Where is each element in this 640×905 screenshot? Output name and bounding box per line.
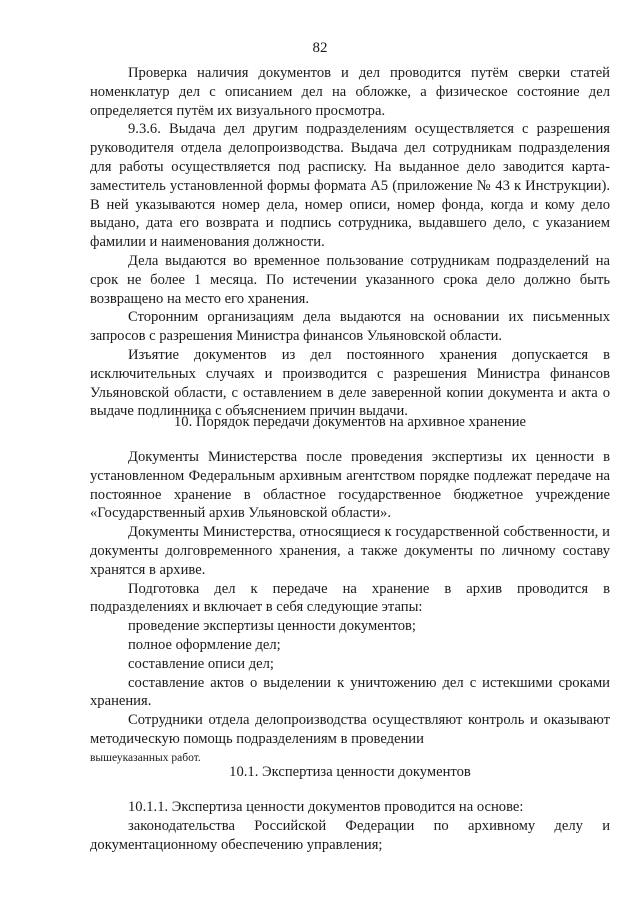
list-item: составление описи дел; xyxy=(128,655,274,672)
paragraph: 9.3.6. Выдача дел другим подразделениям осуществляется с разрешения руководителя отдела делопроизводства. Выдача дел сотрудникам подразделения для работы осуществляется под расписку. На выданное дело заводится карта-заместитель установленной формы формата А5 (приложение № 43 к Инструкции). В ней указываются номер дела, номер описи, номер фонда, когда и кому дело выдано, дата его возврата и подпись сотрудника, выдавшего дело, с указанием фамилии и наименования должности. xyxy=(90,121,610,251)
paragraph-tail: вышеуказанных работ. xyxy=(90,751,201,764)
paragraph: Дела выдаются во временное пользование сотрудникам подразделений на срок не более 1 месяца. По истечении указанного срока дело должно быть возвращено на место его хранения. xyxy=(90,252,610,307)
paragraph: Подготовка дел к передаче на хранение в архив проводится в подразделениях и включает в себя следующие этапы: xyxy=(90,580,610,616)
list-item: составление актов о выделении к уничтожению дел с истекшими сроками хранения. xyxy=(90,674,610,710)
section-10-1-text xyxy=(90,798,610,854)
list-item: проведение экспертизы ценности документов; xyxy=(128,618,416,635)
paragraph: 10.1.1. Экспертиза ценности документов проводится на основе: xyxy=(128,799,524,815)
paragraph: Сотрудники отдела делопроизводства осуществляют контроль и оказывают методическую помощь подразделениям в проведении xyxy=(90,712,610,747)
paragraph: Сторонним организациям дела выдаются на основании их письменных запросов с разрешения Министра финансов Ульяновской области. xyxy=(90,309,610,345)
section-10-text xyxy=(90,448,610,768)
paragraph: Документы Министерства, относящиеся к государственной собственности, и документы долговременного хранения, а также документы по личному составу хранятся в архиве. xyxy=(90,524,610,578)
page-number: 82 xyxy=(312,40,328,56)
list-item: полное оформление дел; xyxy=(128,636,281,653)
section-heading-10: 10. Порядок передачи документов на архивное хранение xyxy=(173,414,526,430)
section-9-3-5-6-text xyxy=(90,64,610,421)
paragraph: Изъятие документов из дел постоянного хранения допускается в исключительных случаях и производится с разрешения Министра финансов Ульяновской области, с оставлением в деле заверенной копии документа и акта о выдаче подлинника с объяснением причин выдачи. xyxy=(90,346,610,420)
paragraph: Документы Министерства после проведения экспертизы их ценности в установленном Федеральным архивным агентством порядке подлежат передаче на постоянное хранение в областное государственное бюджетное учреждение «Государственный архив Ульяновской области». xyxy=(90,449,610,522)
section-heading-10-1: 10.1. Экспертиза ценности документов xyxy=(229,764,471,780)
paragraph: Проверка наличия документов и дел проводится путём сверки статей номенклатур дел с описанием дел на обложке, а физическое состояние дел определяется путём их визуального просмотра. xyxy=(90,65,610,119)
paragraph: законодательства Российской Федерации по архивному делу и документационному обеспечению управления; xyxy=(90,817,610,853)
